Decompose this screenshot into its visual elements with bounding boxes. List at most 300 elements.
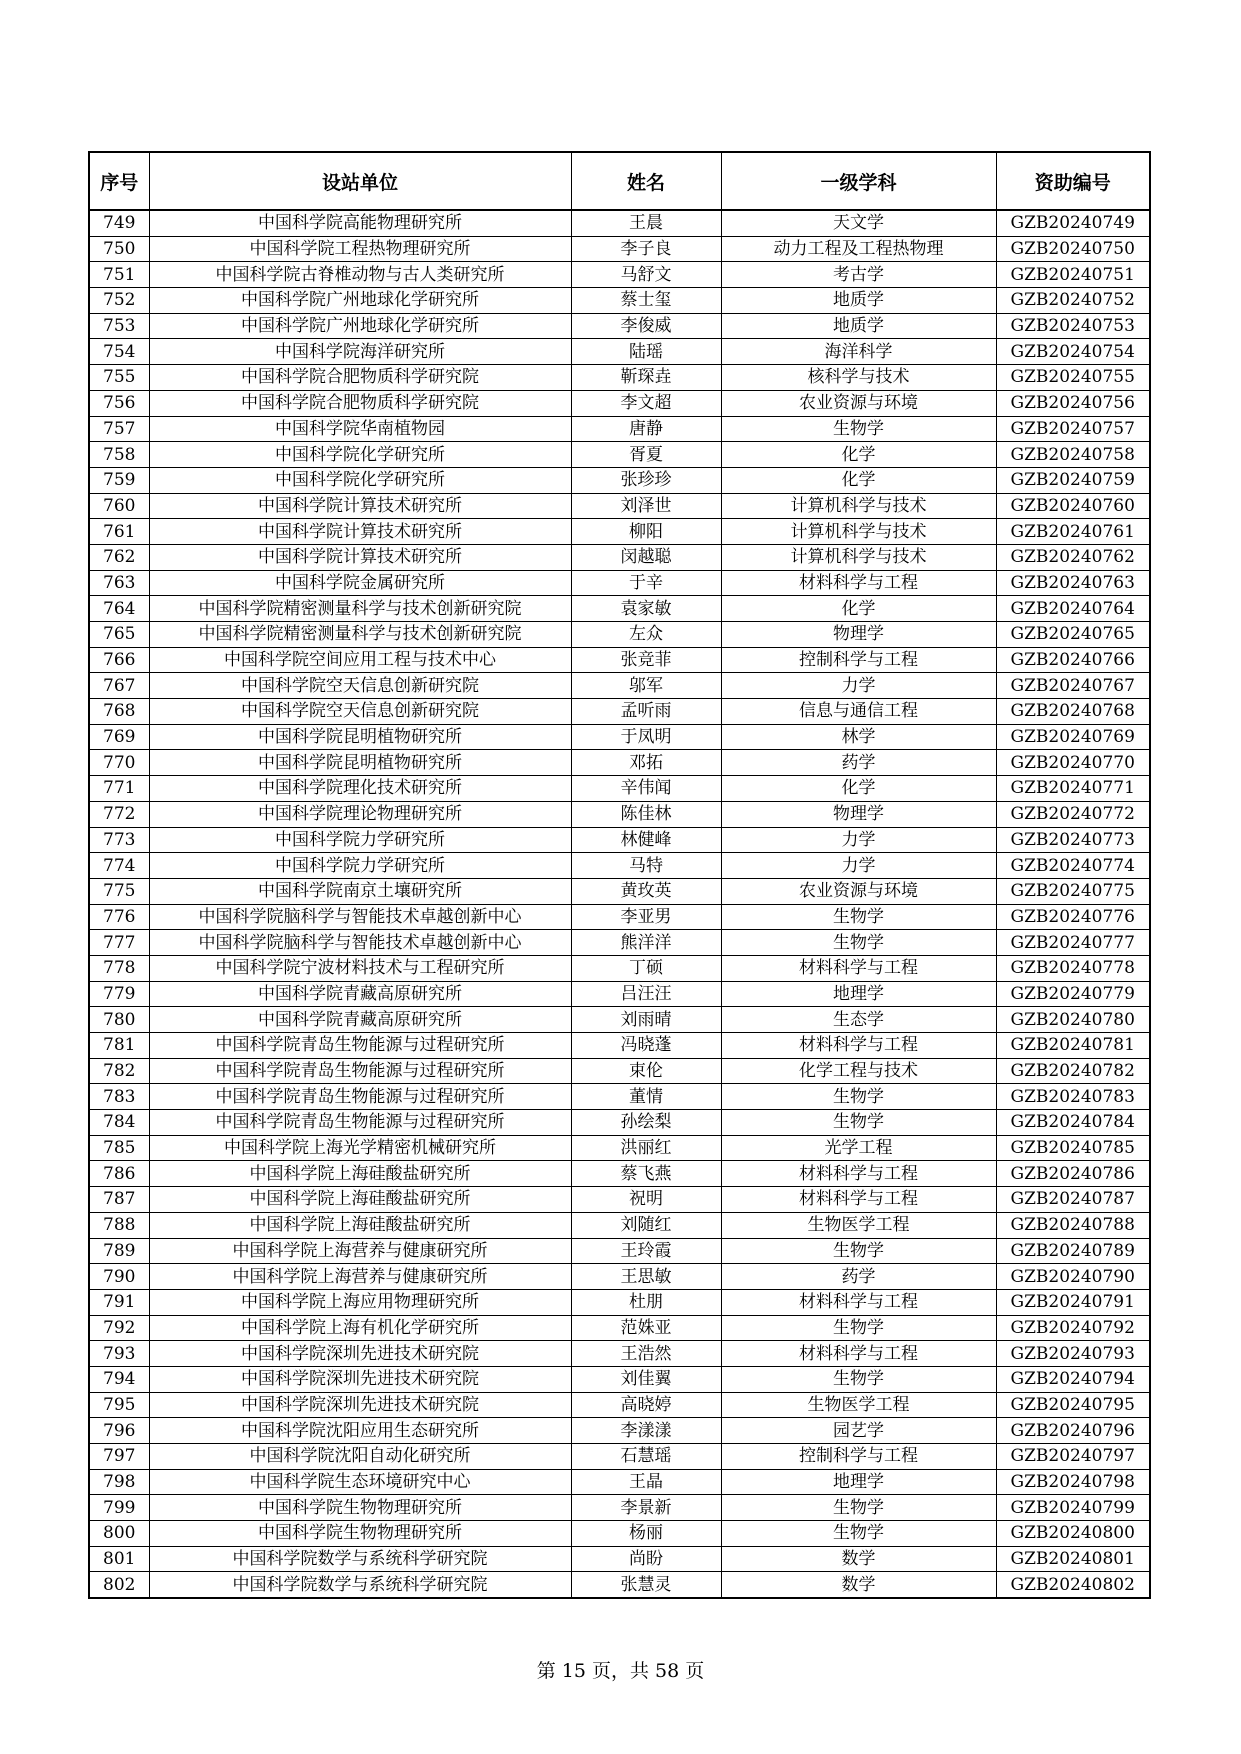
cell-discipline: 地质学 <box>721 288 996 314</box>
table-row <box>89 904 1150 930</box>
cell-funding-code: GZB20240801 <box>996 1546 1150 1572</box>
cell-serial: 764 <box>89 596 149 622</box>
header-funding-code: 资助编号 <box>996 152 1150 210</box>
cell-name: 于辛 <box>571 570 721 596</box>
cell-serial: 757 <box>89 416 149 442</box>
cell-discipline: 计算机科学与技术 <box>721 519 996 545</box>
cell-institution: 中国科学院南京土壤研究所 <box>149 878 571 904</box>
table-row <box>89 724 1150 750</box>
cell-name: 洪丽红 <box>571 1135 721 1161</box>
cell-serial: 749 <box>89 210 149 236</box>
cell-serial: 783 <box>89 1084 149 1110</box>
table-row <box>89 827 1150 853</box>
cell-funding-code: GZB20240783 <box>996 1084 1150 1110</box>
cell-serial: 795 <box>89 1392 149 1418</box>
cell-serial: 782 <box>89 1058 149 1084</box>
table-row <box>89 1572 1150 1598</box>
cell-name: 尚盼 <box>571 1546 721 1572</box>
cell-serial: 765 <box>89 622 149 648</box>
cell-discipline: 天文学 <box>721 210 996 236</box>
cell-serial: 780 <box>89 1007 149 1033</box>
cell-name: 祝明 <box>571 1187 721 1213</box>
cell-funding-code: GZB20240772 <box>996 801 1150 827</box>
cell-serial: 773 <box>89 827 149 853</box>
cell-institution: 中国科学院空间应用工程与技术中心 <box>149 647 571 673</box>
cell-funding-code: GZB20240759 <box>996 467 1150 493</box>
table-row <box>89 1495 1150 1521</box>
cell-name: 石慧瑶 <box>571 1444 721 1470</box>
cell-institution: 中国科学院青藏高原研究所 <box>149 981 571 1007</box>
cell-serial: 761 <box>89 519 149 545</box>
cell-institution: 中国科学院昆明植物研究所 <box>149 724 571 750</box>
cell-funding-code: GZB20240773 <box>996 827 1150 853</box>
cell-funding-code: GZB20240756 <box>996 390 1150 416</box>
table-row <box>89 699 1150 725</box>
table-row <box>89 1110 1150 1136</box>
table-header <box>89 152 1150 210</box>
cell-name: 丁硕 <box>571 955 721 981</box>
table-row <box>89 1212 1150 1238</box>
cell-serial: 801 <box>89 1546 149 1572</box>
cell-name: 柳阳 <box>571 519 721 545</box>
table-row <box>89 1084 1150 1110</box>
cell-funding-code: GZB20240799 <box>996 1495 1150 1521</box>
cell-name: 陆瑶 <box>571 339 721 365</box>
cell-serial: 786 <box>89 1161 149 1187</box>
cell-institution: 中国科学院广州地球化学研究所 <box>149 313 571 339</box>
cell-discipline: 生物学 <box>721 1521 996 1547</box>
cell-institution: 中国科学院计算技术研究所 <box>149 519 571 545</box>
table-row <box>89 981 1150 1007</box>
cell-serial: 800 <box>89 1521 149 1547</box>
cell-discipline: 材料科学与工程 <box>721 1187 996 1213</box>
cell-name: 王浩然 <box>571 1341 721 1367</box>
cell-serial: 781 <box>89 1033 149 1059</box>
cell-institution: 中国科学院数学与系统科学研究院 <box>149 1546 571 1572</box>
cell-serial: 772 <box>89 801 149 827</box>
cell-name: 陈佳林 <box>571 801 721 827</box>
table-row <box>89 878 1150 904</box>
cell-institution: 中国科学院青岛生物能源与过程研究所 <box>149 1033 571 1059</box>
cell-name: 邓拓 <box>571 750 721 776</box>
table-row <box>89 1366 1150 1392</box>
page-number: 第 15 页，共 58 页 <box>536 1660 705 1682</box>
cell-serial: 778 <box>89 955 149 981</box>
cell-discipline: 生物学 <box>721 1110 996 1136</box>
cell-serial: 791 <box>89 1289 149 1315</box>
table-row <box>89 1521 1150 1547</box>
cell-discipline: 力学 <box>721 853 996 879</box>
cell-funding-code: GZB20240776 <box>996 904 1150 930</box>
cell-funding-code: GZB20240754 <box>996 339 1150 365</box>
cell-discipline: 控制科学与工程 <box>721 647 996 673</box>
table-row <box>89 288 1150 314</box>
cell-name: 王玲霞 <box>571 1238 721 1264</box>
table-row <box>89 647 1150 673</box>
cell-name: 李亚男 <box>571 904 721 930</box>
cell-institution: 中国科学院青藏高原研究所 <box>149 1007 571 1033</box>
table-row <box>89 262 1150 288</box>
cell-institution: 中国科学院古脊椎动物与古人类研究所 <box>149 262 571 288</box>
cell-serial: 779 <box>89 981 149 1007</box>
cell-institution: 中国科学院空天信息创新研究院 <box>149 699 571 725</box>
cell-funding-code: GZB20240777 <box>996 930 1150 956</box>
cell-name: 刘雨晴 <box>571 1007 721 1033</box>
table-row <box>89 467 1150 493</box>
cell-discipline: 地理学 <box>721 1469 996 1495</box>
table-row <box>89 519 1150 545</box>
cell-institution: 中国科学院青岛生物能源与过程研究所 <box>149 1058 571 1084</box>
cell-funding-code: GZB20240782 <box>996 1058 1150 1084</box>
cell-institution: 中国科学院计算技术研究所 <box>149 544 571 570</box>
table-row <box>89 570 1150 596</box>
cell-funding-code: GZB20240770 <box>996 750 1150 776</box>
cell-serial: 752 <box>89 288 149 314</box>
cell-serial: 770 <box>89 750 149 776</box>
table-row <box>89 673 1150 699</box>
table-row <box>89 930 1150 956</box>
cell-name: 吕汪汪 <box>571 981 721 1007</box>
cell-name: 李漾漾 <box>571 1418 721 1444</box>
cell-funding-code: GZB20240798 <box>996 1469 1150 1495</box>
cell-serial: 762 <box>89 544 149 570</box>
cell-discipline: 生物医学工程 <box>721 1212 996 1238</box>
cell-funding-code: GZB20240753 <box>996 313 1150 339</box>
cell-serial: 767 <box>89 673 149 699</box>
table-row <box>89 236 1150 262</box>
cell-institution: 中国科学院青岛生物能源与过程研究所 <box>149 1110 571 1136</box>
cell-serial: 784 <box>89 1110 149 1136</box>
cell-discipline: 生物学 <box>721 930 996 956</box>
cell-name: 杨丽 <box>571 1521 721 1547</box>
cell-name: 熊洋洋 <box>571 930 721 956</box>
cell-funding-code: GZB20240757 <box>996 416 1150 442</box>
cell-funding-code: GZB20240795 <box>996 1392 1150 1418</box>
cell-serial: 754 <box>89 339 149 365</box>
cell-discipline: 计算机科学与技术 <box>721 544 996 570</box>
cell-institution: 中国科学院广州地球化学研究所 <box>149 288 571 314</box>
cell-name: 左众 <box>571 622 721 648</box>
cell-serial: 755 <box>89 365 149 391</box>
cell-institution: 中国科学院工程热物理研究所 <box>149 236 571 262</box>
cell-discipline: 药学 <box>721 750 996 776</box>
table-row <box>89 622 1150 648</box>
cell-funding-code: GZB20240762 <box>996 544 1150 570</box>
cell-name: 杜朋 <box>571 1289 721 1315</box>
cell-institution: 中国科学院精密测量科学与技术创新研究院 <box>149 596 571 622</box>
cell-name: 靳琛垚 <box>571 365 721 391</box>
cell-institution: 中国科学院深圳先进技术研究院 <box>149 1366 571 1392</box>
cell-institution: 中国科学院海洋研究所 <box>149 339 571 365</box>
cell-serial: 777 <box>89 930 149 956</box>
cell-institution: 中国科学院理论物理研究所 <box>149 801 571 827</box>
cell-discipline: 物理学 <box>721 622 996 648</box>
cell-serial: 799 <box>89 1495 149 1521</box>
cell-name: 马特 <box>571 853 721 879</box>
cell-serial: 768 <box>89 699 149 725</box>
cell-discipline: 生物学 <box>721 1084 996 1110</box>
table-row <box>89 1546 1150 1572</box>
cell-name: 董情 <box>571 1084 721 1110</box>
cell-name: 王思敏 <box>571 1264 721 1290</box>
cell-discipline: 计算机科学与技术 <box>721 493 996 519</box>
cell-serial: 763 <box>89 570 149 596</box>
table-row <box>89 1161 1150 1187</box>
cell-funding-code: GZB20240791 <box>996 1289 1150 1315</box>
cell-name: 刘佳翼 <box>571 1366 721 1392</box>
cell-serial: 766 <box>89 647 149 673</box>
table-row <box>89 1007 1150 1033</box>
cell-name: 李俊威 <box>571 313 721 339</box>
cell-name: 袁家敏 <box>571 596 721 622</box>
cell-serial: 774 <box>89 853 149 879</box>
cell-name: 胥夏 <box>571 442 721 468</box>
cell-institution: 中国科学院力学研究所 <box>149 853 571 879</box>
table-row <box>89 1033 1150 1059</box>
cell-discipline: 生物医学工程 <box>721 1392 996 1418</box>
cell-institution: 中国科学院上海硅酸盐研究所 <box>149 1212 571 1238</box>
table-row <box>89 390 1150 416</box>
cell-discipline: 林学 <box>721 724 996 750</box>
cell-serial: 790 <box>89 1264 149 1290</box>
cell-serial: 769 <box>89 724 149 750</box>
cell-funding-code: GZB20240793 <box>996 1341 1150 1367</box>
cell-name: 张竞菲 <box>571 647 721 673</box>
cell-funding-code: GZB20240786 <box>996 1161 1150 1187</box>
cell-institution: 中国科学院力学研究所 <box>149 827 571 853</box>
cell-name: 林健峰 <box>571 827 721 853</box>
cell-funding-code: GZB20240797 <box>996 1444 1150 1470</box>
cell-institution: 中国科学院深圳先进技术研究院 <box>149 1392 571 1418</box>
cell-serial: 756 <box>89 390 149 416</box>
cell-discipline: 园艺学 <box>721 1418 996 1444</box>
cell-funding-code: GZB20240764 <box>996 596 1150 622</box>
cell-discipline: 动力工程及工程热物理 <box>721 236 996 262</box>
cell-serial: 792 <box>89 1315 149 1341</box>
cell-serial: 776 <box>89 904 149 930</box>
cell-serial: 759 <box>89 467 149 493</box>
table-row <box>89 1418 1150 1444</box>
cell-funding-code: GZB20240750 <box>996 236 1150 262</box>
cell-discipline: 农业资源与环境 <box>721 878 996 904</box>
table-row <box>89 339 1150 365</box>
cell-funding-code: GZB20240800 <box>996 1521 1150 1547</box>
header-discipline: 一级学科 <box>721 152 996 210</box>
cell-discipline: 生态学 <box>721 1007 996 1033</box>
cell-funding-code: GZB20240766 <box>996 647 1150 673</box>
cell-discipline: 力学 <box>721 827 996 853</box>
cell-funding-code: GZB20240769 <box>996 724 1150 750</box>
table-row <box>89 493 1150 519</box>
header-serial: 序号 <box>89 152 149 210</box>
cell-discipline: 材料科学与工程 <box>721 1289 996 1315</box>
cell-institution: 中国科学院计算技术研究所 <box>149 493 571 519</box>
cell-discipline: 化学 <box>721 442 996 468</box>
cell-discipline: 地理学 <box>721 981 996 1007</box>
cell-institution: 中国科学院上海光学精密机械研究所 <box>149 1135 571 1161</box>
cell-funding-code: GZB20240749 <box>996 210 1150 236</box>
cell-discipline: 药学 <box>721 1264 996 1290</box>
cell-discipline: 信息与通信工程 <box>721 699 996 725</box>
cell-serial: 796 <box>89 1418 149 1444</box>
cell-institution: 中国科学院上海有机化学研究所 <box>149 1315 571 1341</box>
cell-institution: 中国科学院合肥物质科学研究院 <box>149 390 571 416</box>
cell-discipline: 光学工程 <box>721 1135 996 1161</box>
cell-institution: 中国科学院上海硅酸盐研究所 <box>149 1161 571 1187</box>
cell-name: 蔡士玺 <box>571 288 721 314</box>
cell-funding-code: GZB20240779 <box>996 981 1150 1007</box>
table-row <box>89 776 1150 802</box>
table-row <box>89 596 1150 622</box>
cell-institution: 中国科学院高能物理研究所 <box>149 210 571 236</box>
cell-funding-code: GZB20240768 <box>996 699 1150 725</box>
cell-discipline: 化学工程与技术 <box>721 1058 996 1084</box>
cell-name: 孙绘梨 <box>571 1110 721 1136</box>
cell-institution: 中国科学院昆明植物研究所 <box>149 750 571 776</box>
cell-funding-code: GZB20240788 <box>996 1212 1150 1238</box>
cell-funding-code: GZB20240781 <box>996 1033 1150 1059</box>
cell-institution: 中国科学院合肥物质科学研究院 <box>149 365 571 391</box>
cell-serial: 788 <box>89 1212 149 1238</box>
cell-funding-code: GZB20240765 <box>996 622 1150 648</box>
cell-institution: 中国科学院精密测量科学与技术创新研究院 <box>149 622 571 648</box>
cell-name: 王晨 <box>571 210 721 236</box>
cell-name: 闵越聪 <box>571 544 721 570</box>
cell-discipline: 数学 <box>721 1546 996 1572</box>
table-row <box>89 1187 1150 1213</box>
cell-serial: 771 <box>89 776 149 802</box>
cell-name: 马舒文 <box>571 262 721 288</box>
cell-institution: 中国科学院上海营养与健康研究所 <box>149 1238 571 1264</box>
cell-name: 李景新 <box>571 1495 721 1521</box>
cell-discipline: 材料科学与工程 <box>721 1033 996 1059</box>
cell-institution: 中国科学院华南植物园 <box>149 416 571 442</box>
cell-discipline: 材料科学与工程 <box>721 955 996 981</box>
cell-discipline: 生物学 <box>721 416 996 442</box>
cell-name: 辛伟闻 <box>571 776 721 802</box>
cell-funding-code: GZB20240760 <box>996 493 1150 519</box>
cell-funding-code: GZB20240792 <box>996 1315 1150 1341</box>
cell-name: 刘随红 <box>571 1212 721 1238</box>
table-row <box>89 955 1150 981</box>
cell-institution: 中国科学院空天信息创新研究院 <box>149 673 571 699</box>
table-row <box>89 1392 1150 1418</box>
cell-discipline: 生物学 <box>721 1315 996 1341</box>
cell-institution: 中国科学院宁波材料技术与工程研究所 <box>149 955 571 981</box>
table-row <box>89 313 1150 339</box>
cell-discipline: 农业资源与环境 <box>721 390 996 416</box>
cell-institution: 中国科学院数学与系统科学研究院 <box>149 1572 571 1598</box>
cell-serial: 760 <box>89 493 149 519</box>
table-row <box>89 365 1150 391</box>
cell-discipline: 地质学 <box>721 313 996 339</box>
header-institution: 设站单位 <box>149 152 571 210</box>
cell-funding-code: GZB20240802 <box>996 1572 1150 1598</box>
cell-discipline: 数学 <box>721 1572 996 1598</box>
cell-serial: 798 <box>89 1469 149 1495</box>
cell-name: 邬军 <box>571 673 721 699</box>
table-row <box>89 1135 1150 1161</box>
table-row <box>89 853 1150 879</box>
table-row <box>89 1444 1150 1470</box>
cell-name: 张慧灵 <box>571 1572 721 1598</box>
cell-name: 王晶 <box>571 1469 721 1495</box>
table-row <box>89 1469 1150 1495</box>
cell-name: 高晓婷 <box>571 1392 721 1418</box>
cell-name: 范姝亚 <box>571 1315 721 1341</box>
table-row <box>89 544 1150 570</box>
cell-institution: 中国科学院生态环境研究中心 <box>149 1469 571 1495</box>
cell-institution: 中国科学院上海应用物理研究所 <box>149 1289 571 1315</box>
cell-name: 唐静 <box>571 416 721 442</box>
cell-name: 蔡飞燕 <box>571 1161 721 1187</box>
cell-institution: 中国科学院上海硅酸盐研究所 <box>149 1187 571 1213</box>
cell-funding-code: GZB20240752 <box>996 288 1150 314</box>
cell-funding-code: GZB20240758 <box>996 442 1150 468</box>
cell-name: 黄玫英 <box>571 878 721 904</box>
cell-name: 于凤明 <box>571 724 721 750</box>
table-row <box>89 1058 1150 1084</box>
cell-name: 刘泽世 <box>571 493 721 519</box>
cell-funding-code: GZB20240763 <box>996 570 1150 596</box>
cell-funding-code: GZB20240794 <box>996 1366 1150 1392</box>
header-row <box>89 152 1150 210</box>
cell-discipline: 控制科学与工程 <box>721 1444 996 1470</box>
table-row <box>89 1341 1150 1367</box>
cell-funding-code: GZB20240790 <box>996 1264 1150 1290</box>
cell-institution: 中国科学院青岛生物能源与过程研究所 <box>149 1084 571 1110</box>
cell-discipline: 材料科学与工程 <box>721 570 996 596</box>
cell-institution: 中国科学院理化技术研究所 <box>149 776 571 802</box>
cell-funding-code: GZB20240787 <box>996 1187 1150 1213</box>
cell-discipline: 化学 <box>721 776 996 802</box>
cell-discipline: 核科学与技术 <box>721 365 996 391</box>
cell-institution: 中国科学院脑科学与智能技术卓越创新中心 <box>149 904 571 930</box>
cell-name: 张珍珍 <box>571 467 721 493</box>
cell-discipline: 考古学 <box>721 262 996 288</box>
cell-discipline: 生物学 <box>721 1366 996 1392</box>
cell-serial: 750 <box>89 236 149 262</box>
cell-discipline: 化学 <box>721 467 996 493</box>
header-name: 姓名 <box>571 152 721 210</box>
cell-serial: 785 <box>89 1135 149 1161</box>
table-row <box>89 1315 1150 1341</box>
cell-funding-code: GZB20240789 <box>996 1238 1150 1264</box>
table-row <box>89 750 1150 776</box>
cell-institution: 中国科学院沈阳应用生态研究所 <box>149 1418 571 1444</box>
cell-serial: 789 <box>89 1238 149 1264</box>
cell-serial: 802 <box>89 1572 149 1598</box>
cell-institution: 中国科学院上海营养与健康研究所 <box>149 1264 571 1290</box>
cell-serial: 751 <box>89 262 149 288</box>
cell-serial: 794 <box>89 1366 149 1392</box>
cell-serial: 758 <box>89 442 149 468</box>
cell-serial: 775 <box>89 878 149 904</box>
cell-institution: 中国科学院生物物理研究所 <box>149 1495 571 1521</box>
table-row <box>89 1238 1150 1264</box>
cell-discipline: 材料科学与工程 <box>721 1161 996 1187</box>
cell-institution: 中国科学院化学研究所 <box>149 442 571 468</box>
cell-name: 束伦 <box>571 1058 721 1084</box>
cell-serial: 753 <box>89 313 149 339</box>
cell-funding-code: GZB20240751 <box>996 262 1150 288</box>
table-row <box>89 1289 1150 1315</box>
cell-discipline: 化学 <box>721 596 996 622</box>
cell-funding-code: GZB20240784 <box>996 1110 1150 1136</box>
table-row <box>89 210 1150 236</box>
table-row <box>89 801 1150 827</box>
cell-name: 李文超 <box>571 390 721 416</box>
